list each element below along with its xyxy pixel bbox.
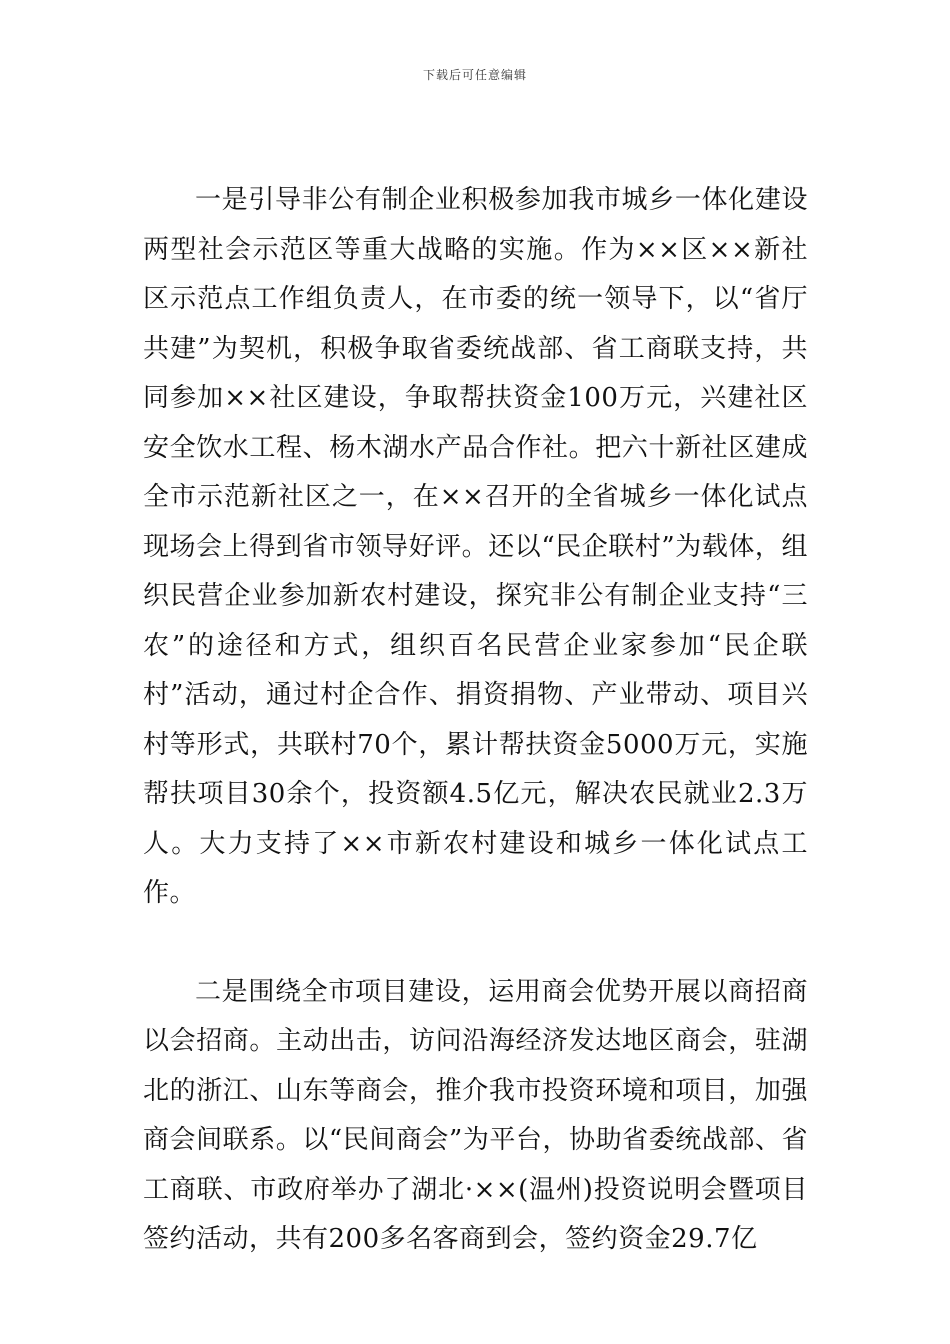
paragraph-1: 一是引导非公有制企业积极参加我市城乡一体化建设两型社会示范区等重大战略的实施。作为××区××新社区示范点工作组负责人，在市委的统一领导下，以“省厅共建”为契机，积极争取省委统战部、省工商联支持，共同参加××社区建设，争取帮扶资金100万元，兴建社区安全饮水工程、杨木湖水产品合作社。把六十新社区建成全市示范新社区之一，在××召开的全省城乡一体化试点现场会上得到省市领导好评。还以“民企联村”为载体，组织民营企业参加新农村建设，探究非公有制企业支持“三农”的途径和方式，组织百名民营企业家参加“民企联村”活动，通过村企合作、捐资捐物、产业带动、项目兴村等形式，共联村70个，累计帮扶资金5000万元，实施帮扶项目30余个，投资额4.5亿元，解决农民就业2.3万人。大力支持了××市新农村建设和城乡一体化试点工作。 — [143, 185, 808, 908]
document-body — [143, 176, 808, 1265]
paragraph-2: 二是围绕全市项目建设，运用商会优势开展以商招商以会招商。主动出击，访问沿海经济发达地区商会，驻湖北的浙江、山东等商会，推介我市投资环境和项目，加强商会间联系。以“民间商会”为平台，协助省委统战部、省工商联、市政府举办了湖北·××(温州)投资说明会暨项目签约活动，共有200多名客商到会，签约资金29.7亿 — [143, 976, 808, 1254]
page-header: 下载后可任意编辑 — [422, 68, 527, 82]
